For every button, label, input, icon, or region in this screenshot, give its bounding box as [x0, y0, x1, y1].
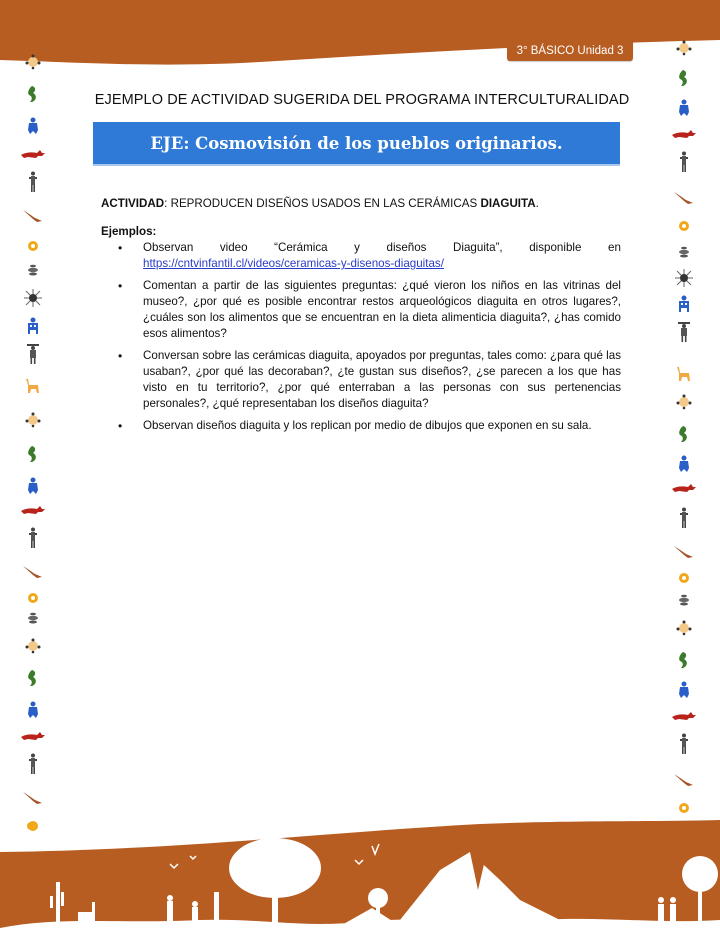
clay-pot-icon: [18, 608, 48, 628]
fox-icon: [669, 706, 699, 726]
word: diseños: [386, 241, 427, 254]
hat-man-icon: [18, 344, 48, 364]
condor-icon: [669, 770, 699, 790]
bullet-icon: •: [118, 241, 123, 255]
example-1-text: [143, 240, 621, 256]
list-item: [101, 278, 621, 342]
word: y: [354, 241, 360, 254]
blue-figure-icon: [18, 116, 48, 136]
word: video: [219, 241, 248, 254]
footer-landscape-illustration: [0, 820, 720, 932]
blue-figure-icon: [18, 476, 48, 496]
list-item: [101, 240, 621, 272]
lizard-icon: [669, 424, 699, 444]
blue-figure-icon: [669, 98, 699, 118]
sun-face-icon: [18, 410, 48, 430]
lizard-icon: [669, 650, 699, 670]
word: “Cerámica: [274, 241, 328, 254]
video-link[interactable]: https://cntvinfantil.cl/videos/ceramicas-y-disenos-diaguitas/: [143, 257, 444, 270]
sun-face-icon: [669, 392, 699, 412]
activity-text: : REPRODUCEN DISEÑOS USADOS EN LAS CERÁMICAS: [164, 197, 481, 210]
sun-face-icon: [18, 52, 48, 72]
activity-highlight: DIAGUITA: [480, 197, 536, 210]
flower-icon: [669, 216, 699, 236]
standing-man-icon: [18, 528, 48, 548]
activity-heading: [101, 196, 621, 212]
condor-icon: [18, 206, 48, 226]
blue-figure-icon: [18, 700, 48, 720]
hat-man-icon: [669, 322, 699, 342]
examples-list: [101, 240, 621, 434]
condor-icon: [18, 788, 48, 808]
standing-man-icon: [18, 754, 48, 774]
unit-badge: 3° BÁSICO Unidad 3: [507, 40, 633, 61]
clay-pot-icon: [669, 242, 699, 262]
blue-robot-figure-icon: [18, 316, 48, 336]
sun-face-icon: [18, 636, 48, 656]
llama-icon: [669, 364, 699, 384]
fox-icon: [18, 500, 48, 520]
fox-icon: [669, 124, 699, 144]
lizard-icon: [18, 444, 48, 464]
left-icon-column: [18, 0, 48, 932]
standing-man-icon: [18, 172, 48, 192]
standing-man-icon: [669, 734, 699, 754]
lizard-icon: [669, 68, 699, 88]
sun-face-icon: [669, 618, 699, 638]
list-item: [101, 348, 621, 412]
word: Observan: [143, 241, 194, 254]
fox-icon: [18, 144, 48, 164]
bullet-icon: •: [118, 349, 123, 363]
activity-label: ACTIVIDAD: [101, 197, 165, 210]
example-2-text: Comentan a partir de las siguientes preguntas: ¿qué vieron los niños en las vitrinas del museo?, ¿por qué es posible encontrar restos arqueológicos diaguita en otros lugares?, ¿cuáles son los alimentos que se encuentran en la dieta alimenticia diaguita?, ¿has comido esos alimentos?: [143, 279, 621, 340]
list-item: [101, 418, 621, 434]
example-3-text: Conversan sobre las cerámicas diaguita, apoyados por preguntas, tales como: ¿para qué las usaban?, ¿por qué las decoraban?, ¿te gustan sus diseños?, ¿se parecen a los que has visto en tu territorio?, ¿por qué enterraban a las personas con sus pertenencias personales?, ¿qué representaban los diseños diaguita?: [143, 349, 621, 410]
flower-icon: [669, 568, 699, 588]
lizard-icon: [18, 84, 48, 104]
blue-figure-icon: [669, 454, 699, 474]
sun-face-icon: [669, 38, 699, 58]
activity-period: .: [535, 197, 539, 210]
word: disponible: [529, 241, 582, 254]
condor-icon: [669, 542, 699, 562]
lizard-icon: [18, 668, 48, 688]
eje-banner: EJE: Cosmovisión de los pueblos originarios.: [93, 122, 620, 164]
sun-rays-icon: [18, 288, 48, 308]
blue-robot-figure-icon: [669, 294, 699, 314]
clay-pot-icon: [669, 590, 699, 610]
standing-man-icon: [669, 152, 699, 172]
flower-icon: [18, 588, 48, 608]
right-icon-column: [669, 0, 699, 932]
example-4-text: Observan diseños diaguita y los replican por medio de dibujos que exponen en su sala.: [143, 419, 592, 432]
program-title: EJEMPLO DE ACTIVIDAD SUGERIDA DEL PROGRAMA INTERCULTURALIDAD: [94, 92, 630, 108]
condor-icon: [18, 562, 48, 582]
bullet-icon: •: [118, 279, 123, 293]
flower-icon: [669, 798, 699, 818]
llama-icon: [18, 376, 48, 396]
flower-icon: [18, 236, 48, 256]
fox-icon: [18, 726, 48, 746]
sun-rays-icon: [669, 268, 699, 288]
fox-icon: [669, 478, 699, 498]
clay-pot-icon: [18, 260, 48, 280]
bullet-icon: •: [118, 419, 123, 433]
condor-icon: [669, 188, 699, 208]
blue-figure-icon: [669, 680, 699, 700]
word: Diaguita”,: [453, 241, 503, 254]
standing-man-icon: [669, 508, 699, 528]
activity-content: [101, 196, 621, 440]
word: en: [608, 241, 621, 254]
examples-label: Ejemplos:: [101, 225, 157, 238]
